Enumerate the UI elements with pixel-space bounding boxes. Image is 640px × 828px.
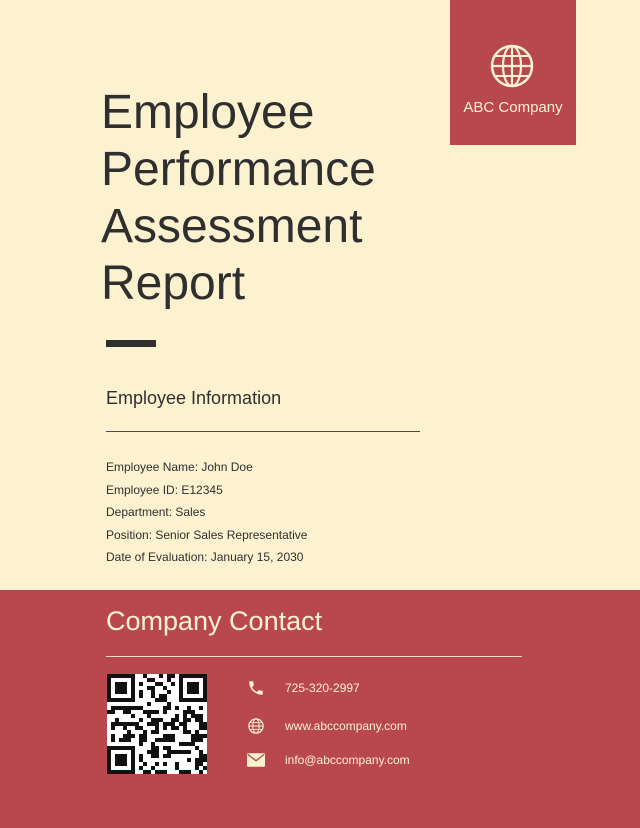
title-line: Performance xyxy=(101,143,376,196)
phone-number: 725-320-2997 xyxy=(285,681,360,695)
company-contact-footer xyxy=(0,590,640,828)
qr-code-icon[interactable] xyxy=(107,674,207,774)
contact-phone[interactable] xyxy=(246,678,360,698)
email-address: info@abccompany.com xyxy=(285,753,410,767)
contact-email[interactable] xyxy=(246,750,410,770)
company-name: ABC Company xyxy=(463,99,563,116)
globe-icon xyxy=(246,716,266,736)
info-position: Position: Senior Sales Representative xyxy=(106,527,308,542)
info-evaluation-date: Date of Evaluation: January 15, 2030 xyxy=(106,550,304,565)
employee-info-heading: Employee Information xyxy=(106,388,282,408)
contact-heading: Company Contact xyxy=(106,606,323,636)
contact-website[interactable] xyxy=(246,716,407,736)
company-badge xyxy=(450,0,576,145)
phone-icon xyxy=(246,678,266,698)
info-department: Department: Sales xyxy=(106,505,206,520)
title-line: Report xyxy=(101,257,246,310)
report-title xyxy=(101,84,376,312)
title-line: Employee xyxy=(101,86,315,139)
title-line: Assessment xyxy=(101,200,363,253)
envelope-icon xyxy=(246,750,266,770)
info-employee-name: Employee Name: John Doe xyxy=(106,460,253,474)
employee-info-list xyxy=(106,457,307,570)
website-url: www.abccompany.com xyxy=(285,719,407,733)
section-divider xyxy=(106,431,420,432)
title-accent-bar xyxy=(106,340,156,347)
info-employee-id: Employee ID: E12345 xyxy=(106,482,223,497)
footer-divider xyxy=(106,656,522,657)
globe-icon xyxy=(490,44,534,88)
